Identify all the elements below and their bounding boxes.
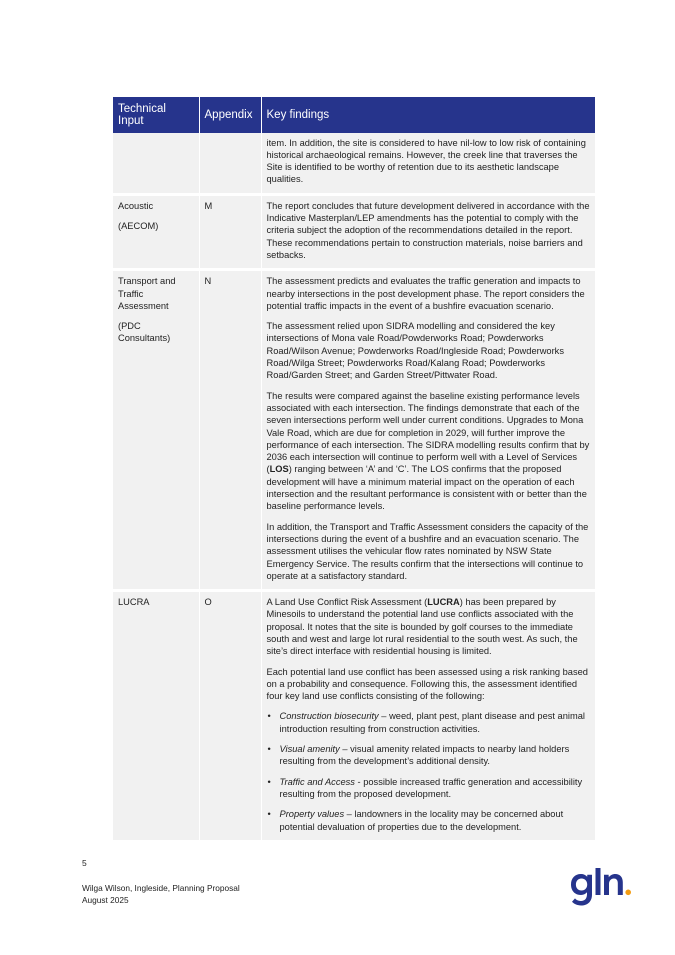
findings-paragraph: Each potential land use conflict has been assessed using a risk ranking based on a probability and consequence. Following this, the assessment identified four key land use conflicts consisting of the following: — [266, 666, 588, 702]
header-appendix: Appendix — [199, 97, 261, 133]
lucra-text-after: ) has been prepared by Minesoils to understand the potential land use conflicts associated with the proposal. It notes that the site is bounded by golf courses to the immediate south and west and large lot rural residential to the south west. As such, the site’s direct interface with residential housing is limited. — [266, 597, 578, 657]
list-item — [267, 710, 591, 735]
findings-paragraph: The assessment relied upon SIDRA modelling and considered the key intersections of Mona vale Road/Powderworks Road; Powderworks Road/Wilson Avenue; Powderworks Road/Ingleside Road; Powderworks Road/Wilga Street; Powderworks Road/Kalang Road; Powderworks Road/Garden Street; and Garden Street/Pittwater Road. — [266, 321, 564, 381]
conflict-description: visual amenity related impacts to nearby land holders resulting from the development’s additional density. — [279, 744, 570, 767]
conflict-term: Visual amenity — [279, 744, 340, 755]
table-row — [113, 591, 595, 842]
technical-input-cell — [113, 133, 199, 195]
key-findings-cell — [261, 270, 595, 591]
technical-input-consultant: (AECOM) — [118, 221, 159, 232]
findings-paragraph-lucra — [267, 596, 591, 657]
findings-paragraph-los — [267, 390, 591, 513]
technical-input-name: Acoustic — [118, 200, 154, 211]
conflict-description: weed, plant pest, plant disease and pest animal introduction resulting from construction activities. — [279, 711, 585, 734]
gln-logo — [570, 868, 632, 910]
bullet-icon: • — [267, 809, 271, 820]
conflict-description: landowners in the locality may be concerned about potential devaluation of properties due to the development. — [279, 809, 564, 832]
appendix-cell: N — [199, 270, 261, 591]
gln-logo-dot — [625, 890, 631, 896]
list-item — [267, 808, 591, 833]
findings-paragraph: item. In addition, the site is considered to have nil-low to low risk of containing historical archaeological remains. However, the creek line that traverses the Site is identified to be worthy of retention due to its aesthetic landscape qualities. — [266, 137, 586, 185]
appendix-cell: O — [199, 591, 261, 842]
conflict-description: possible increased traffic generation and accessibility resulting from the proposed development. — [279, 776, 583, 799]
key-findings-cell — [261, 591, 595, 842]
bullet-icon: • — [267, 711, 271, 722]
technical-input-name: LUCRA — [118, 597, 150, 608]
footer-document-title: Wilga Wilson, Ingleside, Planning Proposal — [82, 883, 240, 893]
conflict-term: Construction biosecurity — [279, 711, 379, 722]
header-technical-input: Technical Input — [113, 97, 199, 133]
table-row — [113, 133, 595, 195]
header-key-findings: Key findings — [261, 97, 595, 133]
lucra-bold-term: LUCRA — [427, 597, 460, 608]
conflict-separator: – — [378, 711, 390, 722]
findings-paragraph: In addition, the Transport and Traffic Assessment considers the capacity of the intersections during the event of a bushfire and an evacuation scenario. The assessment utilises the vehicular flow rates nominated by NSW State Emergency Service. The results confirm that the intersections will continue to operate at a satisfactory standard. — [266, 521, 589, 581]
key-findings-cell — [261, 194, 595, 269]
land-use-conflict-list — [267, 710, 591, 832]
technical-findings-table — [113, 97, 595, 843]
findings-paragraph: The report concludes that future development delivered in accordance with the Indicative Masterplan/LEP amendments has the potential to comply with the criteria subject the adoption of the recommendations detailed in the report. These recommendations pertain to construction materials, noise barriers and setbacks. — [266, 200, 590, 260]
conflict-separator: – — [339, 744, 351, 755]
table-header-row — [113, 97, 595, 133]
list-item — [267, 776, 591, 801]
lucra-text-before: A Land Use Conflict Risk Assessment ( — [266, 597, 428, 608]
los-text-before: The results were compared against the baseline existing performance levels associated with each intersection. The findings demonstrate that each of the seven intersections perform well under current conditions. Upgrades to Mona Vale Road, which are due for completion in 2029, will further improve the performance of each intersection. The SIDRA modelling results confirm that by 2036 each intersection will continue to perform well with a Level of Services ( — [266, 390, 590, 475]
conflict-term: Property values — [279, 809, 345, 820]
los-bold-term: LOS — [269, 464, 289, 475]
conflict-separator: – — [344, 809, 355, 820]
los-text-after: ) ranging between ‘A’ and ‘C’. The LOS confirms that the proposed development will have a minimum material impact on the operation of each intersection and the resultant performance is consistent with or better than the baseline performance levels. — [266, 464, 587, 512]
page-number: 5 — [82, 858, 87, 868]
list-item — [267, 743, 591, 768]
table-row — [113, 270, 595, 591]
technical-input-cell — [113, 591, 199, 842]
conflict-separator: - — [354, 776, 364, 787]
gln-logo-letters — [571, 868, 623, 906]
technical-input-cell — [113, 194, 199, 269]
appendix-cell — [199, 133, 261, 195]
findings-paragraph: The assessment predicts and evaluates the traffic generation and impacts to nearby intersections in the post development phase. The report considers the potential traffic impacts in the event of a bushfire evacuation scenario. — [266, 276, 585, 311]
footer-date: August 2025 — [82, 895, 129, 905]
bullet-icon: • — [267, 776, 271, 787]
conflict-term: Traffic and Access — [279, 776, 355, 787]
technical-input-cell — [113, 270, 199, 591]
appendix-cell: M — [199, 194, 261, 269]
key-findings-cell — [261, 133, 595, 195]
technical-input-consultant: (PDC Consultants) — [118, 321, 171, 344]
bullet-icon: • — [267, 744, 271, 755]
table-row — [113, 194, 595, 269]
technical-input-name: Transport and Traffic Assessment — [118, 276, 176, 311]
